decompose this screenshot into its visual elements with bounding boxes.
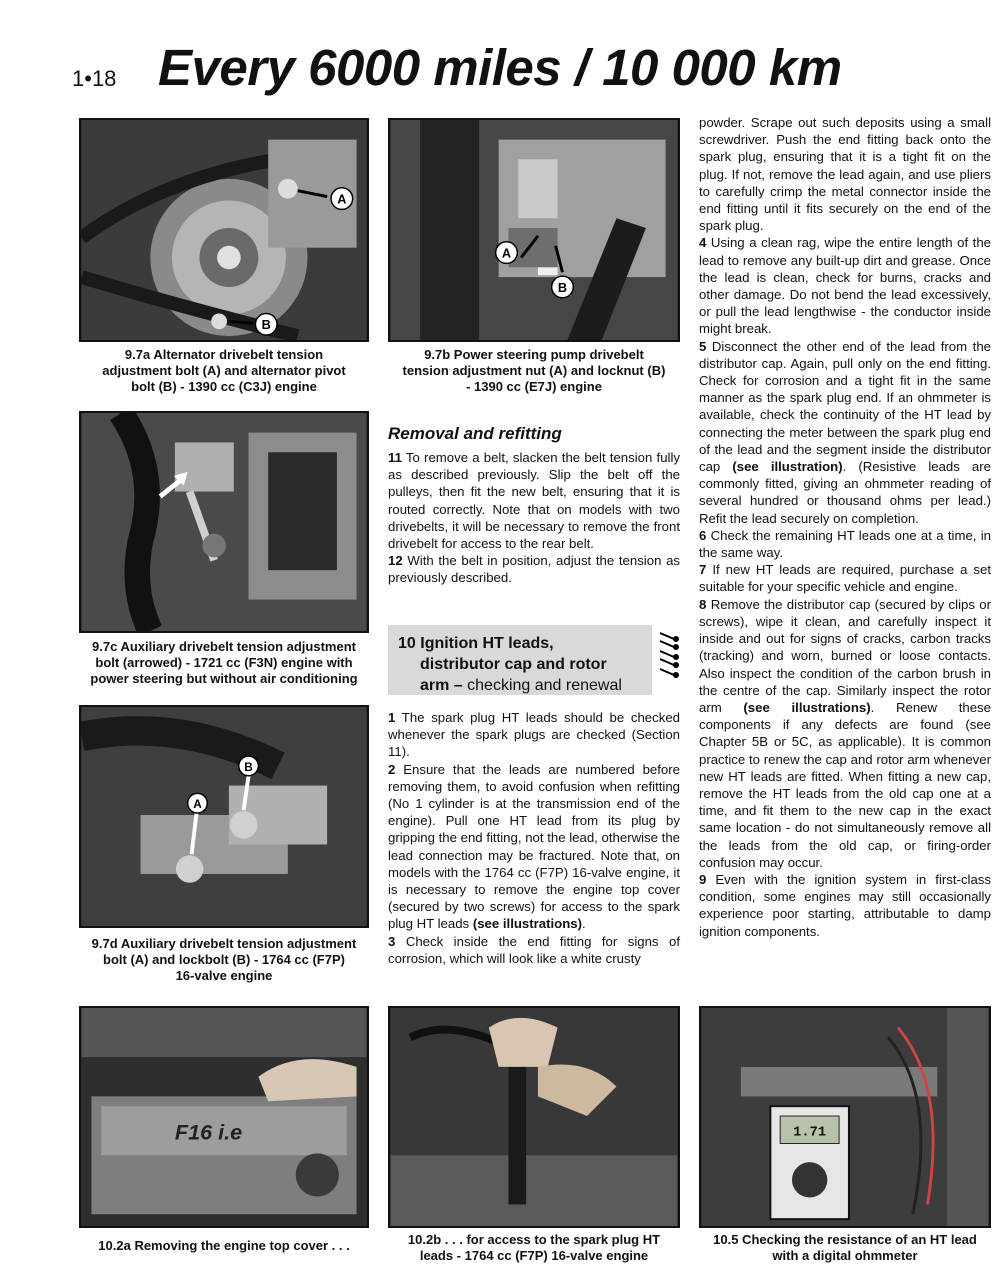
photo-9-7d xyxy=(79,705,369,928)
caption-9-7c: 9.7c Auxiliary drivebelt tension adjustment bolt (arrowed) - 1721 cc (F3N) engine with power steering but without air conditioning xyxy=(90,639,358,686)
page-title: Every 6000 miles / 10 000 km xyxy=(158,39,842,96)
photo-10-2b xyxy=(388,1006,680,1228)
meter-reading: 1.71 xyxy=(793,1125,827,1141)
drivebelt-lockbolt-photo xyxy=(81,707,367,926)
engine-badge: F16 i.e xyxy=(174,1119,243,1145)
caption-10-2a: 10.2a Removing the engine top cover . . . xyxy=(98,1238,350,1253)
caption-10-2b: 10.2b . . . for access to the spark plug HT leads - 1764 cc (F7P) 16-valve engine xyxy=(407,1232,661,1263)
ht-lead-photo xyxy=(390,1008,678,1226)
photo-9-7b xyxy=(388,118,680,342)
paragraph-9: 9 Even with the ignition system in first-class condition, some engines may still occasionally experience poor starting, attributable to damp ignition components. xyxy=(699,871,991,939)
paragraph-8: 8 Remove the distributor cap (secured by clips or screws), wipe it clean, and carefully inspect it inside and out for signs of cracks, carbon tracks (tracking) and worn, burned or loose contacts. Also inspect the condition of the carbon brush in the centre of the cap. Similarly inspect the rotor arm (see illustrations). Renew these components if any defects are found (see Chapter 5B or 5C, as applicable). It is common practice to renew the cap and rotor arm whenever new HT leads are fitted. When fitting a new cap, remove the HT leads from the old cap one at a time, and fit them to the new cap in the exact same location - do not simultaneously remove all the leads from the old cap, or firing-order confusion may occur. xyxy=(699,596,991,870)
paragraph-6: 6 Check the remaining HT leads one at a time, in the same way. xyxy=(699,527,992,561)
label-b: B xyxy=(244,760,253,774)
photo-10-2a xyxy=(79,1006,369,1228)
label-a: A xyxy=(501,245,512,261)
alternator-photo xyxy=(81,120,367,340)
photo-9-7c xyxy=(79,411,369,633)
paragraph-7: 7 If new HT leads are required, purchase a set suitable for your specific vehicle and engine. xyxy=(699,562,991,595)
page-number: 1•18 xyxy=(72,66,117,91)
difficulty-spanner-icon xyxy=(656,625,682,687)
label-a: A xyxy=(337,191,347,207)
label-b: B xyxy=(261,317,271,333)
caption-9-7d: 9.7d Auxiliary drivebelt tension adjustment bolt (A) and lockbolt (B) - 1764 cc (F7P) 16-valve engine xyxy=(91,936,357,983)
middle-column-text xyxy=(388,709,680,967)
paragraph-1: 1 The spark plug HT leads should be checked whenever the spark plugs are checked (Section 11). xyxy=(388,710,680,760)
caption-9-7a: 9.7a Alternator drivebelt tension adjustment bolt (A) and alternator pivot bolt (B) - 1390 cc (C3J) engine xyxy=(102,347,346,394)
right-column-text xyxy=(699,114,991,940)
caption-9-7b: 9.7b Power steering pump drivebelt tension adjustment nut (A) and locknut (B) - 1390 cc (E7J) engine xyxy=(402,347,666,394)
engine-top-cover-photo xyxy=(81,1008,367,1226)
paragraph-12: 12 With the belt in position, adjust the tension as previously described. xyxy=(388,553,680,586)
ohmmeter-photo xyxy=(701,1008,989,1226)
removal-text xyxy=(388,449,680,587)
paragraph-11: 11 To remove a belt, slacken the belt tension fully as described previously. Slip the belt off the pulleys, then fit the new belt, ensuring that it is routed correctly. Note that on models with two drivebelts, it will be necessary to remove the front drivebelt for access to the rear belt. xyxy=(388,450,680,552)
power-steering-pump-photo xyxy=(390,120,678,340)
removal-heading: Removal and refitting xyxy=(388,424,562,443)
paragraph-5: 5 Disconnect the other end of the lead from the distributor cap. Again, pull only on the end fitting. Check for corrosion and a tight fit in the same manner as the spark plug end. If an ohmmeter is available, check the continuity of the HT lead by connecting the meter between the spark plug end of the lead and the segment inside the distributor cap (see illustration). (Resistive leads are commonly fitted, giving an ohmmeter reading of several hundred or thousand ohms per lead.) Refit the lead securely on completion. xyxy=(699,338,991,526)
paragraph-3-continued: powder. Scrape out such deposits using a small screwdriver. Push the end fitting back onto the spark plug, ensuring that it is a tight fit on the plug. If not, remove the lead again, and use pliers to carefully crimp the metal connector inside the end fitting until it fits securely on the end of the spark plug. xyxy=(699,115,991,234)
section-10-heading: 10 Ignition HT leads, distributor cap and rotor arm – checking and renewal xyxy=(388,625,652,695)
paragraph-2: 2 Ensure that the leads are numbered before removing them, to avoid confusion when refitting (No 1 cylinder is at the transmission end of the engine). Pull one HT lead from its plug by gripping the end fitting, not the lead, otherwise the lead connection may be fractured. Note that, on models with the 1764 cc (F7P) 16-valve engine, it is necessary to remove the engine top cover (secured by two screws) for access to the spark plug HT leads (see illustrations). xyxy=(388,761,680,932)
label-b: B xyxy=(557,279,568,295)
caption-10-5: 10.5 Checking the resistance of an HT lead with a digital ohmmeter xyxy=(713,1232,977,1263)
paragraph-4: 4 Using a clean rag, wipe the entire length of the lead to remove any built-up dirt and grease. Once the lead is clean, check for burns, cracks and other damage. Do not bend the lead excessively, or pull the lead lengthwise - the conductor inside might break. xyxy=(699,235,992,337)
photo-9-7a xyxy=(79,118,369,342)
label-a: A xyxy=(193,798,202,812)
paragraph-3: 3 Check inside the end fitting for signs of corrosion, which will look like a white crusty xyxy=(388,933,681,966)
drivebelt-adjuster-photo xyxy=(81,413,367,631)
photo-10-5 xyxy=(699,1006,991,1228)
